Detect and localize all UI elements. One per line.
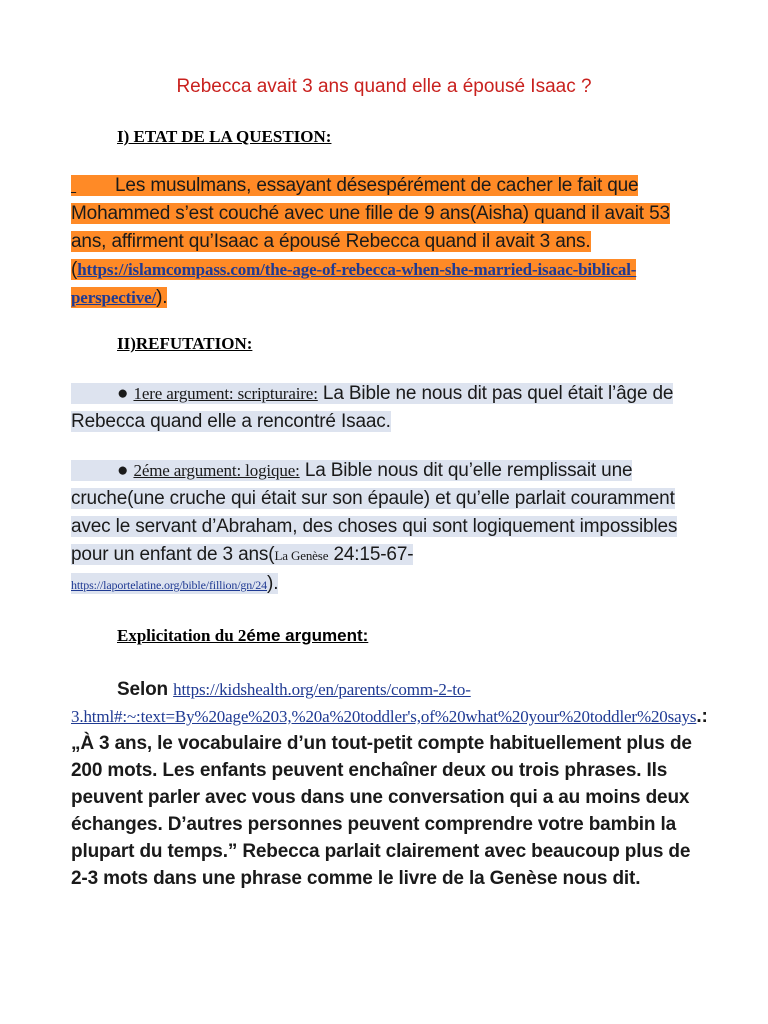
quote-text: .: „À 3 ans, le vocabulaire d’un tout-petit compte habituellement plus de 200 mots. Les enfants peuvent enchaîner deux ou trois phrases. Ils peuvent parler avec vous dans une conversation qui a au moins deux échanges. D’autres personnes peuvent comprendre votre bambin la plupart du temps.” Rebecca parlait clairement avec beaucoup plus de 2-3 mots dans une phrase comme le livre de la Genèse nous dit. [71,706,708,889]
highlighted-text [71,383,673,432]
highlighted-text [71,175,670,308]
close-paren: ). [267,573,279,594]
argument-2-text: La Bible nous dit qu’elle remplissait une cruche(une cruche qui était sur son épaule) et qu’elle parlait couramment avec le servant d’Abraham, des choses qui sont logiquement impossibles pour un enfant de 3 ans( [71,460,678,565]
open-paren: ( [71,259,78,280]
paragraph-argument-1 [71,380,697,436]
heading-prefix: Explicitation du 2 [117,626,247,645]
argument-2-label: 2éme argument: logique: [133,461,300,480]
argument-1-label: 1ere argument: scripturaire: [133,384,318,403]
section-heading-etat: I) ETAT DE LA QUESTION: [117,127,332,146]
selon-word: Selon [117,679,174,700]
argument-1-text: La Bible ne nous dit pas quel était l’âge de Rebecca quand elle a rencontré Isaac. [71,383,674,432]
islamcompass-link[interactable]: https://islamcompass.com/the-age-of-rebecca-when-she-married-isaac-biblical-perspective/ [71,260,637,307]
page-title: Rebecca avait 3 ans quand elle a épousé Isaac ? [176,76,592,97]
genese-reference: La Genèse [274,548,329,563]
heading-suffix: éme argument: [246,626,369,645]
laportelatine-link[interactable]: https://laportelatine.org/bible/fillion/gn/24 [71,578,268,592]
paragraph-explicitation [71,676,708,892]
section-heading-explicitation [117,625,368,647]
section-heading-refutation: II)REFUTATION: [117,334,253,353]
close-paren: ). [156,287,168,308]
paragraph-etat [71,172,697,312]
kidshealth-link[interactable]: https://kidshealth.org/en/parents/comm-2-to-3.html#:~:text=By%20age%203,%20a%20toddler's,of%20what%20your%20toddler%20says [71,680,697,726]
highlighted-text [71,460,677,594]
bullet: ● [117,460,129,481]
verse-reference: 24:15-67- [328,544,414,565]
etat-text: Les musulmans, essayant désespérément de cacher le fait que Mohammed s’est couché avec une fille de 9 ans(Aisha) quand il avait 53 ans, affirment qu’Isaac a épousé Rebecca quand il avait 3 ans. [71,175,670,252]
paragraph-argument-2 [71,457,697,599]
bullet: ● [117,383,129,404]
